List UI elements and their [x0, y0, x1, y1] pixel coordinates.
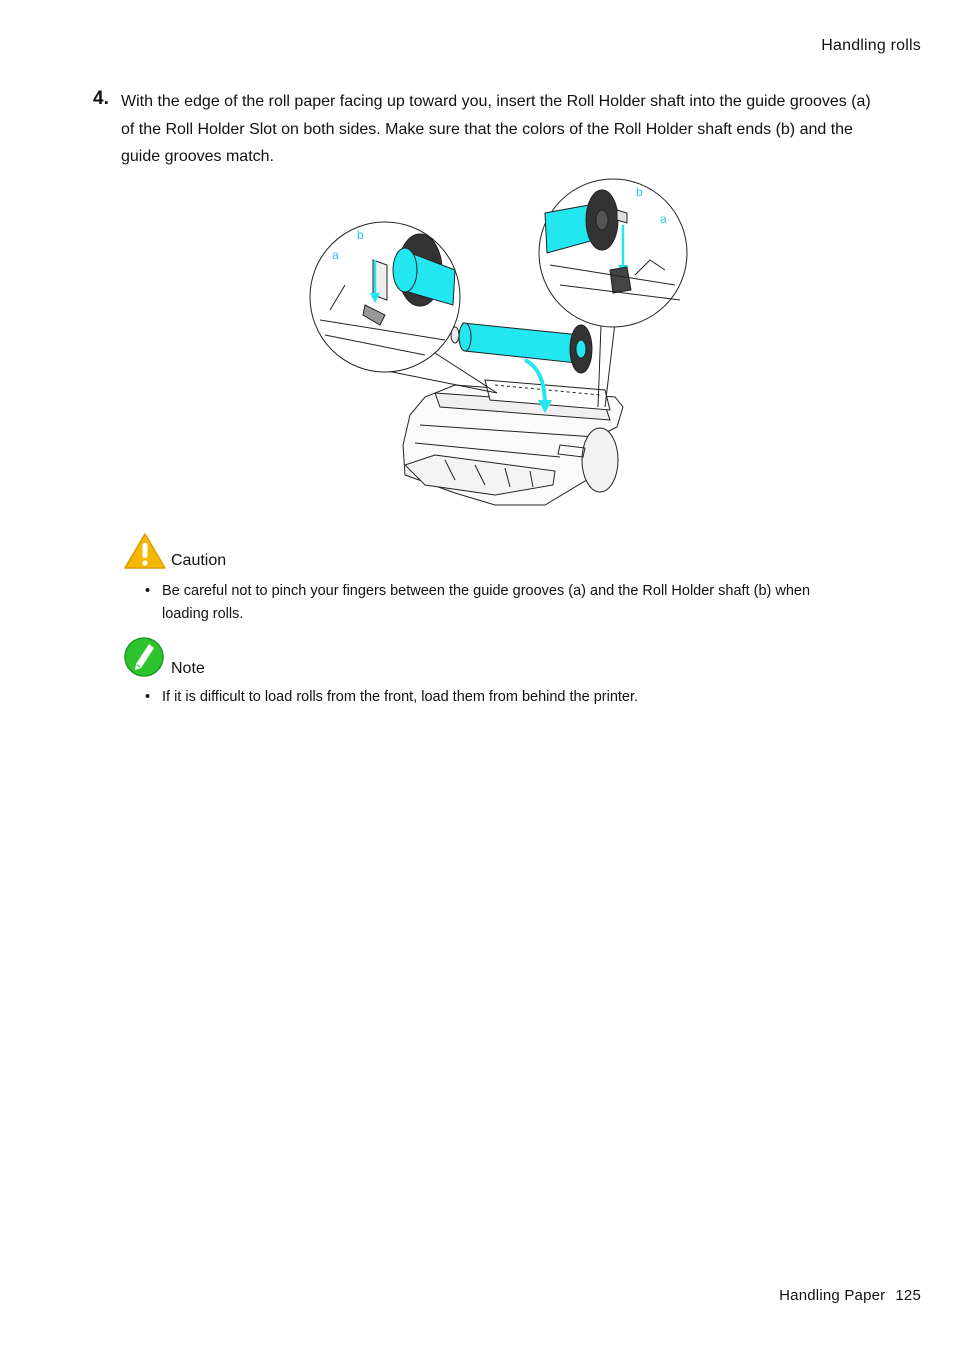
left-label-a: a	[332, 248, 339, 262]
left-label-b: b	[357, 228, 364, 242]
caution-bullet-text: Be careful not to pinch your fingers between the guide grooves (a) and the Roll Holder shaft (b) when loading rolls.	[162, 583, 811, 622]
pencil-note-icon	[123, 636, 167, 678]
caution-title: Caution	[171, 552, 227, 569]
step-number: 4.	[93, 88, 109, 109]
left-inset-detail	[310, 222, 460, 372]
note-callout	[123, 636, 205, 678]
bullet-dot: •	[145, 689, 151, 705]
roll-holder-illustration	[305, 175, 695, 523]
page-number: 125	[895, 1287, 921, 1304]
right-inset-detail	[539, 179, 687, 327]
caution-callout	[123, 532, 226, 570]
note-bullet-text: If it is difficult to load rolls from the front, load them from behind the printer.	[162, 689, 639, 705]
note-title: Note	[171, 660, 205, 677]
step-instruction: With the edge of the roll paper facing up toward you, insert the Roll Holder shaft into the guide grooves (a) of the Roll Holder Slot on both sides. Make sure that the colors of the Roll Holder shaft ends (b) and the guide grooves match.	[121, 93, 871, 165]
running-header: Handling rolls	[821, 37, 921, 54]
right-label-b: b	[636, 185, 643, 199]
warning-triangle-icon	[123, 532, 167, 570]
roll-paper-illustration	[451, 323, 592, 373]
printer-illustration	[403, 380, 623, 505]
right-label-a: a	[660, 212, 667, 226]
footer-chapter: Handling Paper	[779, 1287, 886, 1304]
page-footer	[769, 1287, 921, 1304]
bullet-dot: •	[145, 583, 151, 599]
